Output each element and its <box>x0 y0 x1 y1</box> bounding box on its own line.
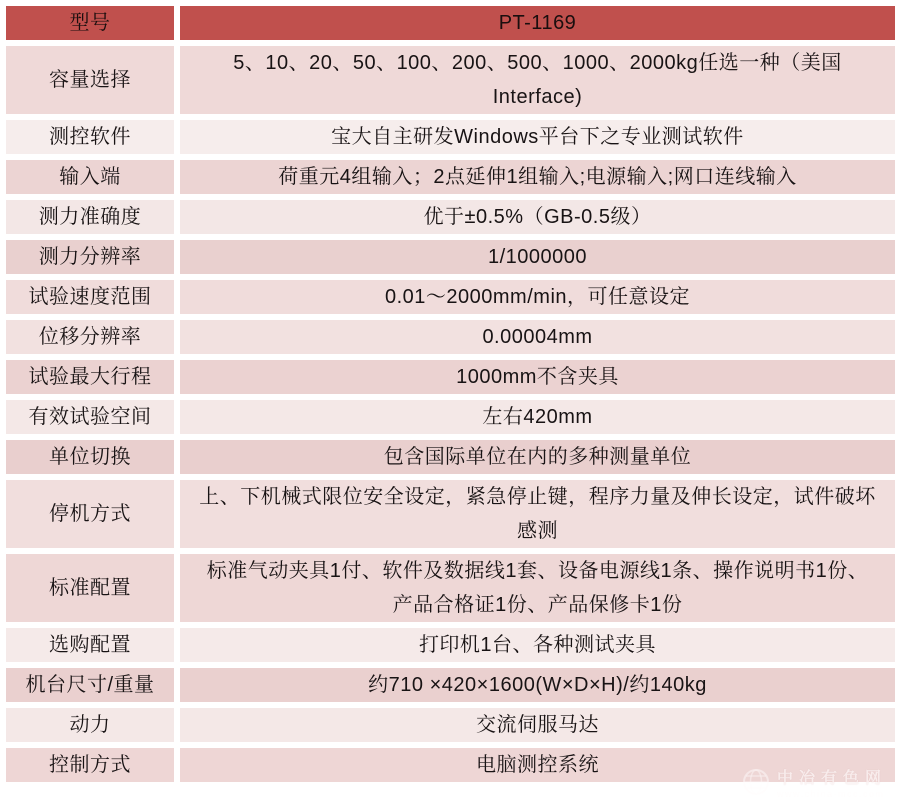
header-value-cell: PT-1169 <box>180 6 895 40</box>
table-row <box>6 280 895 314</box>
spec-label-cell: 试验速度范围 <box>28 286 152 308</box>
watermark-brand: 中冶有色网 <box>776 770 887 787</box>
spec-value-cell: 0.01～2000mm/min，可任意设定 <box>384 286 691 308</box>
spec-value-cell: 荷重元4组输入；2点延伸1组输入;电源输入;网口连线输入 <box>278 166 797 188</box>
table-row <box>6 628 895 662</box>
table-row <box>6 46 895 114</box>
spec-label-cell: 位移分辨率 <box>38 326 142 348</box>
spec-value-cell: 交流伺服马达 <box>476 714 599 736</box>
spec-label-cell: 停机方式 <box>49 503 131 525</box>
spec-value-cell: 1000mm不含夹具 <box>456 366 619 388</box>
spec-label-cell: 动力 <box>69 714 111 736</box>
spec-value-cell: 约710 ×420×1600(W×D×H)/约140kg <box>368 674 707 696</box>
spec-value-cell: 打印机1台、各种测试夹具 <box>418 634 657 656</box>
spec-rows <box>6 46 895 782</box>
spec-value-cell: 上、下机械式限位安全设定，紧急停止键，程序力量及伸长设定，试件破坏感测 <box>199 486 876 542</box>
spec-label-cell: 控制方式 <box>49 754 131 776</box>
spec-label-cell: 机台尺寸/重量 <box>25 674 155 696</box>
spec-label-cell: 选购配置 <box>49 634 131 656</box>
spec-label-cell: 标准配置 <box>49 577 131 599</box>
spec-label-cell: 测控软件 <box>49 126 131 148</box>
table-row <box>6 554 895 622</box>
table-row <box>6 160 895 194</box>
spec-value-cell: 宝大自主研发Windows平台下之专业测试软件 <box>331 126 744 148</box>
table-row <box>6 200 895 234</box>
table-row <box>6 480 895 548</box>
table-row <box>6 320 895 354</box>
spec-label-cell: 试验最大行程 <box>28 366 152 388</box>
spec-value-cell: 0.00004mm <box>482 326 593 348</box>
spec-label-cell: 有效试验空间 <box>28 406 152 428</box>
header-label-cell: 型号 <box>6 6 174 40</box>
spec-value-cell: 左右420mm <box>482 406 593 428</box>
table-row <box>6 120 895 154</box>
table-row <box>6 668 895 702</box>
watermark-url: www.china-mcc.com <box>776 789 885 799</box>
table-row <box>6 400 895 434</box>
spec-label-cell: 容量选择 <box>49 69 131 91</box>
header-row <box>6 6 895 40</box>
table-row <box>6 708 895 742</box>
spec-value-cell: 优于±0.5%（GB-0.5级） <box>423 206 652 228</box>
spec-label-cell: 单位切换 <box>49 446 131 468</box>
spec-value-cell: 标准气动夹具1付、软件及数据线1套、设备电源线1条、操作说明书1份、产品合格证1份、产品保修卡1份 <box>206 560 869 616</box>
table-row <box>6 440 895 474</box>
spec-label-cell: 测力分辨率 <box>38 246 142 268</box>
table-row <box>6 360 895 394</box>
spec-value-cell: 包含国际单位在内的多种测量单位 <box>383 446 692 468</box>
table-row <box>6 748 895 782</box>
table-row <box>6 240 895 274</box>
spec-label-cell: 输入端 <box>59 166 121 188</box>
spec-label-cell: 测力准确度 <box>38 206 142 228</box>
spec-value-cell: 1/1000000 <box>487 246 588 268</box>
spec-value-cell: 5、10、20、50、100、200、500、1000、2000kg任选一种（美国 Interface) <box>233 52 842 108</box>
spec-value-cell: 电脑测控系统 <box>476 754 599 776</box>
